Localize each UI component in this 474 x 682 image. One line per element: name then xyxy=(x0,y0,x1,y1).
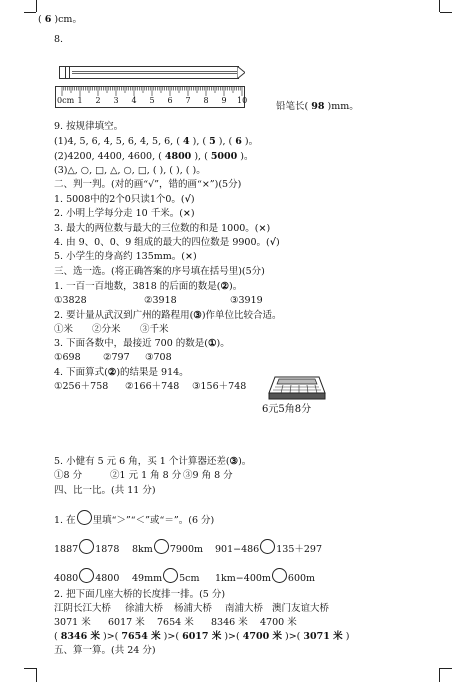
choice-question xyxy=(54,367,189,379)
answer: ③ xyxy=(229,456,239,467)
instruction-text: 里填“＞”“＜”或“＝”。(6 分) xyxy=(92,515,215,526)
answer: 4700 米 xyxy=(242,631,282,642)
choice-option: ②3918 xyxy=(144,295,177,306)
choice-option: ③156＋748 xyxy=(192,381,247,392)
compare-item xyxy=(132,539,203,556)
judge-item xyxy=(54,223,270,235)
paren-text: )。 xyxy=(238,456,252,467)
q9-line-2 xyxy=(54,151,254,163)
compare-left: 4080 xyxy=(54,573,79,584)
answer: × xyxy=(182,208,191,219)
answer: ② xyxy=(220,281,230,292)
choice-option: ②分米 xyxy=(92,324,121,335)
ruler-label: 7 xyxy=(185,96,191,105)
compare-right: 4800 xyxy=(95,573,120,584)
paren-open: ( xyxy=(38,14,42,25)
choice-question xyxy=(54,281,242,293)
paren-text: ) xyxy=(275,237,280,248)
bridge-name: 澳门友谊大桥 xyxy=(272,603,330,614)
top-answer-line xyxy=(38,14,82,26)
compare-left: 1km−400m xyxy=(215,573,271,584)
item-text: 5. 小学生的身高约 135mm。( xyxy=(54,251,185,262)
compare-circle[interactable] xyxy=(272,568,287,583)
choice-question xyxy=(54,456,251,468)
answer: ② xyxy=(107,367,117,378)
ruler-label: 3 xyxy=(113,96,119,105)
paren-text: ) xyxy=(190,208,195,219)
bridge-length: 4700 米 xyxy=(260,617,297,628)
compare-item xyxy=(215,568,315,585)
ruler-label: 6 xyxy=(167,96,173,105)
paren-text: ) xyxy=(190,194,195,205)
compare-right: 135＋297 xyxy=(276,544,322,555)
bridge-name: 徐浦大桥 xyxy=(125,603,164,614)
crop-mark xyxy=(440,12,452,13)
choice-option: ②797 xyxy=(103,352,130,363)
question-text: 5. 小健有 5 元 6 角，买 1 个计算器还差( xyxy=(54,456,230,467)
paren-text: )。 xyxy=(244,136,259,147)
pencil-length-label: 铅笔长( xyxy=(276,101,309,112)
q9-line-3: (3)△, ○, □, △, ○, □, ( ), ( ), ( )。 xyxy=(54,165,206,176)
compare-left: 49mm xyxy=(132,573,163,584)
pencil-length-line xyxy=(276,101,359,113)
compare-circle[interactable] xyxy=(154,539,169,554)
choice-option: ③千米 xyxy=(140,324,169,335)
answer: 8346 米 xyxy=(60,631,100,642)
instruction-text: 1. 在 xyxy=(54,515,76,526)
compare-item xyxy=(215,539,322,556)
judge-item xyxy=(54,194,195,206)
paren-text: )作单位比较合适。 xyxy=(201,310,282,321)
item-text: 1. 5008中的2个0只读1个0。( xyxy=(54,194,185,205)
compare-circle[interactable] xyxy=(260,539,275,554)
paren-text: ) xyxy=(192,251,197,262)
ruler-label: 4 xyxy=(131,96,137,105)
crop-mark xyxy=(36,668,37,682)
paren-text: ) xyxy=(266,223,271,234)
ruler-label: 1 xyxy=(77,96,83,105)
paren-text: ), ( xyxy=(194,151,208,162)
answer: 98 xyxy=(311,101,325,112)
choice-option: ①256＋758 xyxy=(54,381,109,392)
ruler-label: 2 xyxy=(95,96,101,105)
ruler-image xyxy=(55,86,248,108)
answer: 5 xyxy=(209,136,216,147)
ruler-label: 0cm xyxy=(57,96,75,105)
question-number: 8. xyxy=(54,34,64,45)
answer: ① xyxy=(207,338,217,349)
judge-item xyxy=(54,208,195,220)
answer: 6 xyxy=(44,14,52,25)
calculator-price: 6元5角8分 xyxy=(262,404,312,415)
question-text: 1. 一百一百地数，3818 的后面的数是( xyxy=(54,281,221,292)
sequence-text: (2)4200, 4400, 4600, ( xyxy=(54,151,162,162)
compare-circle[interactable] xyxy=(79,539,94,554)
question-text: 2. 要计量从武汉到广州的路程用( xyxy=(54,310,194,321)
choice-question xyxy=(54,310,282,322)
judge-item xyxy=(54,237,280,249)
compare-instruction xyxy=(54,510,214,527)
ruler-label: 10 xyxy=(237,96,248,105)
q9-line-1 xyxy=(54,136,258,148)
paren-text: ), ( xyxy=(218,136,233,147)
choice-option: ①698 xyxy=(54,352,81,363)
paren-text: )。 xyxy=(240,151,254,162)
ruler-label: 8 xyxy=(203,96,209,105)
crop-mark xyxy=(439,668,440,682)
choice-option: ①米 xyxy=(54,324,74,335)
question-text: 4. 下面算式( xyxy=(54,367,108,378)
paren-text: )的结果是 914。 xyxy=(116,367,189,378)
compare-item xyxy=(54,539,119,556)
section-title: 二、判一判。(对的画“√”，错的画“×”)(5分) xyxy=(54,179,242,190)
bridge-length: 6017 米 xyxy=(108,617,145,628)
answer: √ xyxy=(269,237,276,248)
answer: 4 xyxy=(182,136,190,147)
paren-text: )。 xyxy=(216,338,230,349)
answer: 4800 xyxy=(164,151,192,162)
compare-item xyxy=(132,568,199,585)
crop-mark xyxy=(24,668,36,669)
pencil-image xyxy=(59,66,239,79)
item-text: 2. 小明上学每分走 10 千米。( xyxy=(54,208,183,219)
answer: 5000 xyxy=(210,151,238,162)
answer: 6017 米 xyxy=(182,631,222,642)
unit-text: )mm。 xyxy=(327,101,359,112)
compare-circle[interactable] xyxy=(163,568,178,583)
compare-circle[interactable] xyxy=(79,568,94,583)
choice-option: ③3919 xyxy=(230,295,263,306)
choice-question xyxy=(54,338,230,350)
paren-text: )。 xyxy=(229,281,243,292)
choice-option: ①3828 xyxy=(54,295,87,306)
section-title: 五、算一算。(共 24 分) xyxy=(54,645,156,656)
item-text: 3. 最大的两位数与最大的三位数的和是 1000。( xyxy=(54,223,259,234)
compare-left: 8km xyxy=(132,544,153,555)
crop-mark xyxy=(440,668,452,669)
circle-blank xyxy=(77,510,92,525)
bridge-length: 3071 米 xyxy=(54,617,91,628)
choice-option: ③708 xyxy=(145,352,172,363)
answer: × xyxy=(184,251,193,262)
q9-title: 9. 按规律填空。 xyxy=(54,121,124,132)
compare-left: 1887 xyxy=(54,544,79,555)
choice-option: ③9 角 8 分 xyxy=(183,470,233,481)
answer: × xyxy=(258,223,267,234)
paren-text: ), ( xyxy=(192,136,207,147)
judge-item xyxy=(54,251,197,263)
bridge-length: 7654 米 xyxy=(157,617,194,628)
answer: √ xyxy=(184,194,191,205)
compare-right: 5cm xyxy=(179,573,200,584)
question-text: 3. 下面各数中，最接近 700 的数是( xyxy=(54,338,208,349)
choice-option: ②1 元 1 角 8 分 xyxy=(110,470,182,481)
crop-mark xyxy=(439,0,440,12)
compare-right: 600m xyxy=(287,573,316,584)
compare-left: 901−486 xyxy=(215,544,260,555)
item-text: 4. 由 9、0、0、9 组成的最大的四位数是 9900。( xyxy=(54,237,270,248)
crop-mark xyxy=(36,0,37,12)
bridge-length: 8346 米 xyxy=(211,617,248,628)
pencil-tip xyxy=(237,66,245,79)
bridge-question: 2. 把下面几座大桥的长度排一排。(5 分) xyxy=(54,589,226,600)
bridge-name: 南浦大桥 xyxy=(225,603,264,614)
unit-text: )cm。 xyxy=(54,14,82,25)
section-title: 四、比一比。(共 11 分) xyxy=(54,485,156,496)
ruler-label: 9 xyxy=(221,96,227,105)
compare-item xyxy=(54,568,119,585)
bridge-name: 杨浦大桥 xyxy=(174,603,213,614)
crop-mark xyxy=(24,12,36,13)
answer: 7654 米 xyxy=(121,631,161,642)
choice-option: ②166＋748 xyxy=(125,381,180,392)
section-title: 三、选一选。(将正确答案的序号填在括号里)(5分) xyxy=(54,266,265,277)
bridge-name: 江阴长江大桥 xyxy=(54,603,112,614)
bridge-order: ( 8346 米 )>( 7654 米 )>( 6017 米 )>( 4700 米 )>( 3071 米 ) xyxy=(54,631,350,642)
answer: 3071 米 xyxy=(303,631,343,642)
compare-right: 1878 xyxy=(95,544,120,555)
ruler-label: 5 xyxy=(149,96,155,105)
sequence-text: (1)4, 5, 6, 4, 5, 6, 4, 5, 6, ( xyxy=(54,136,180,147)
choice-option: ①8 分 xyxy=(54,470,83,481)
answer: ③ xyxy=(193,310,202,321)
answer: 6 xyxy=(235,136,242,147)
compare-right: 7900m xyxy=(169,544,203,555)
